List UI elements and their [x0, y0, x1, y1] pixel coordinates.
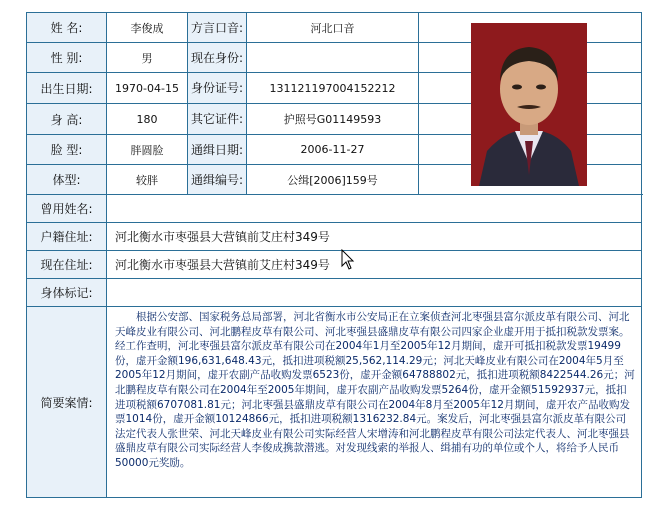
face-value: 胖圆脸: [130, 143, 164, 157]
dob-value: 1970-04-15: [115, 81, 179, 95]
gender-value: 男: [141, 51, 153, 65]
status-label: 现在身份:: [187, 43, 247, 72]
photo-cell: [418, 13, 643, 195]
mouse-cursor-icon: [341, 249, 355, 271]
gender-label: 性 别:: [27, 43, 107, 72]
build-value: 较胖: [136, 173, 158, 187]
row-hukou: [27, 223, 641, 251]
wanted-date-value: 2006-11-27: [300, 143, 365, 156]
other-id-value: 护照号G01149593: [283, 113, 382, 126]
suspect-photo: [471, 23, 587, 186]
height-label: 身 高:: [27, 104, 107, 134]
current-address-value: 河北衡水市枣强县大营镇前艾庄村349号: [115, 258, 330, 272]
body-marks-label: 身体标记:: [27, 279, 107, 306]
name-value: 李俊成: [130, 21, 164, 35]
row-current-address: [27, 251, 641, 279]
alias-label: 曾用姓名:: [27, 195, 107, 222]
name-label: 姓 名:: [27, 13, 107, 42]
case-summary-text: 根据公安部、国家税务总局部署，河北省衡水市公安局正在立案侦查河北枣强县富尔派皮革有限公司、河北天峰皮业有限公司、河北鹏程皮草有限公司、河北枣强县盛鼎皮草有限公司四家企业虚开用于抵扣税款发票案。经工作查明，河北枣强县富尔派皮革有限公司在2004年1月至2005年12月期间，虚开可抵扣税款发票19499份，虚开金额196,631,648.43元，抵扣进项税额25,562,114.29元；河北天峰皮业有限公司在2004年5月至2005年12月期间，虚开农副产品收购发票6523份，虚开金额64788802元，抵扣进项税额8422544.26元；河北鹏程皮草有限公司在2004年至2005年期间，虚开农副产品收购发票5264份，虚开金额51592937元，抵扣进项税额6707081.81元；河北枣强县盛鼎皮草有限公司在2004年8月至2005年12月期间，虚开农产品收购发票1014份，虚开金额10124866元，抵扣进项税额1316232.84元。案发后，河北枣强县富尔派皮革有限公司法定代表人张世荣、河北天峰皮业有限公司实际经营人宋增涛和河北鹏程皮草有限公司法定代表人、河北枣强县盛鼎皮草有限公司实际经营人李俊成携款潜逃。对发现线索的举报人、缉捕有功的单位或个人，将给予人民币50000元奖励。: [115, 311, 635, 469]
dob-label: 出生日期:: [27, 73, 107, 103]
dialect-label: 方言口音:: [187, 13, 247, 42]
current-address-label: 现在住址:: [27, 251, 107, 278]
wanted-no-label: 通缉编号:: [187, 165, 247, 194]
dialect-value: 河北口音: [310, 21, 355, 35]
id-value: 131121197004152212: [269, 81, 396, 95]
row-case-summary: [27, 307, 641, 497]
height-value: 180: [136, 112, 158, 126]
wanted-date-label: 通缉日期:: [187, 135, 247, 164]
hukou-value: 河北衡水市枣强县大营镇前艾庄村349号: [115, 230, 330, 244]
wanted-no-value: 公缉[2006]159号: [287, 173, 378, 187]
other-id-label: 其它证件:: [187, 104, 247, 134]
build-label: 体型:: [27, 165, 107, 194]
row-alias: [27, 195, 641, 223]
face-label: 脸 型:: [27, 135, 107, 164]
body-marks-value: [107, 279, 641, 306]
wanted-record-table: [26, 12, 642, 498]
alias-value: [107, 195, 641, 222]
hukou-label: 户籍住址:: [27, 223, 107, 250]
id-label: 身份证号:: [187, 73, 247, 103]
row-body-marks: [27, 279, 641, 307]
status-value: [247, 43, 418, 72]
case-summary-label: 简要案情:: [27, 307, 107, 497]
